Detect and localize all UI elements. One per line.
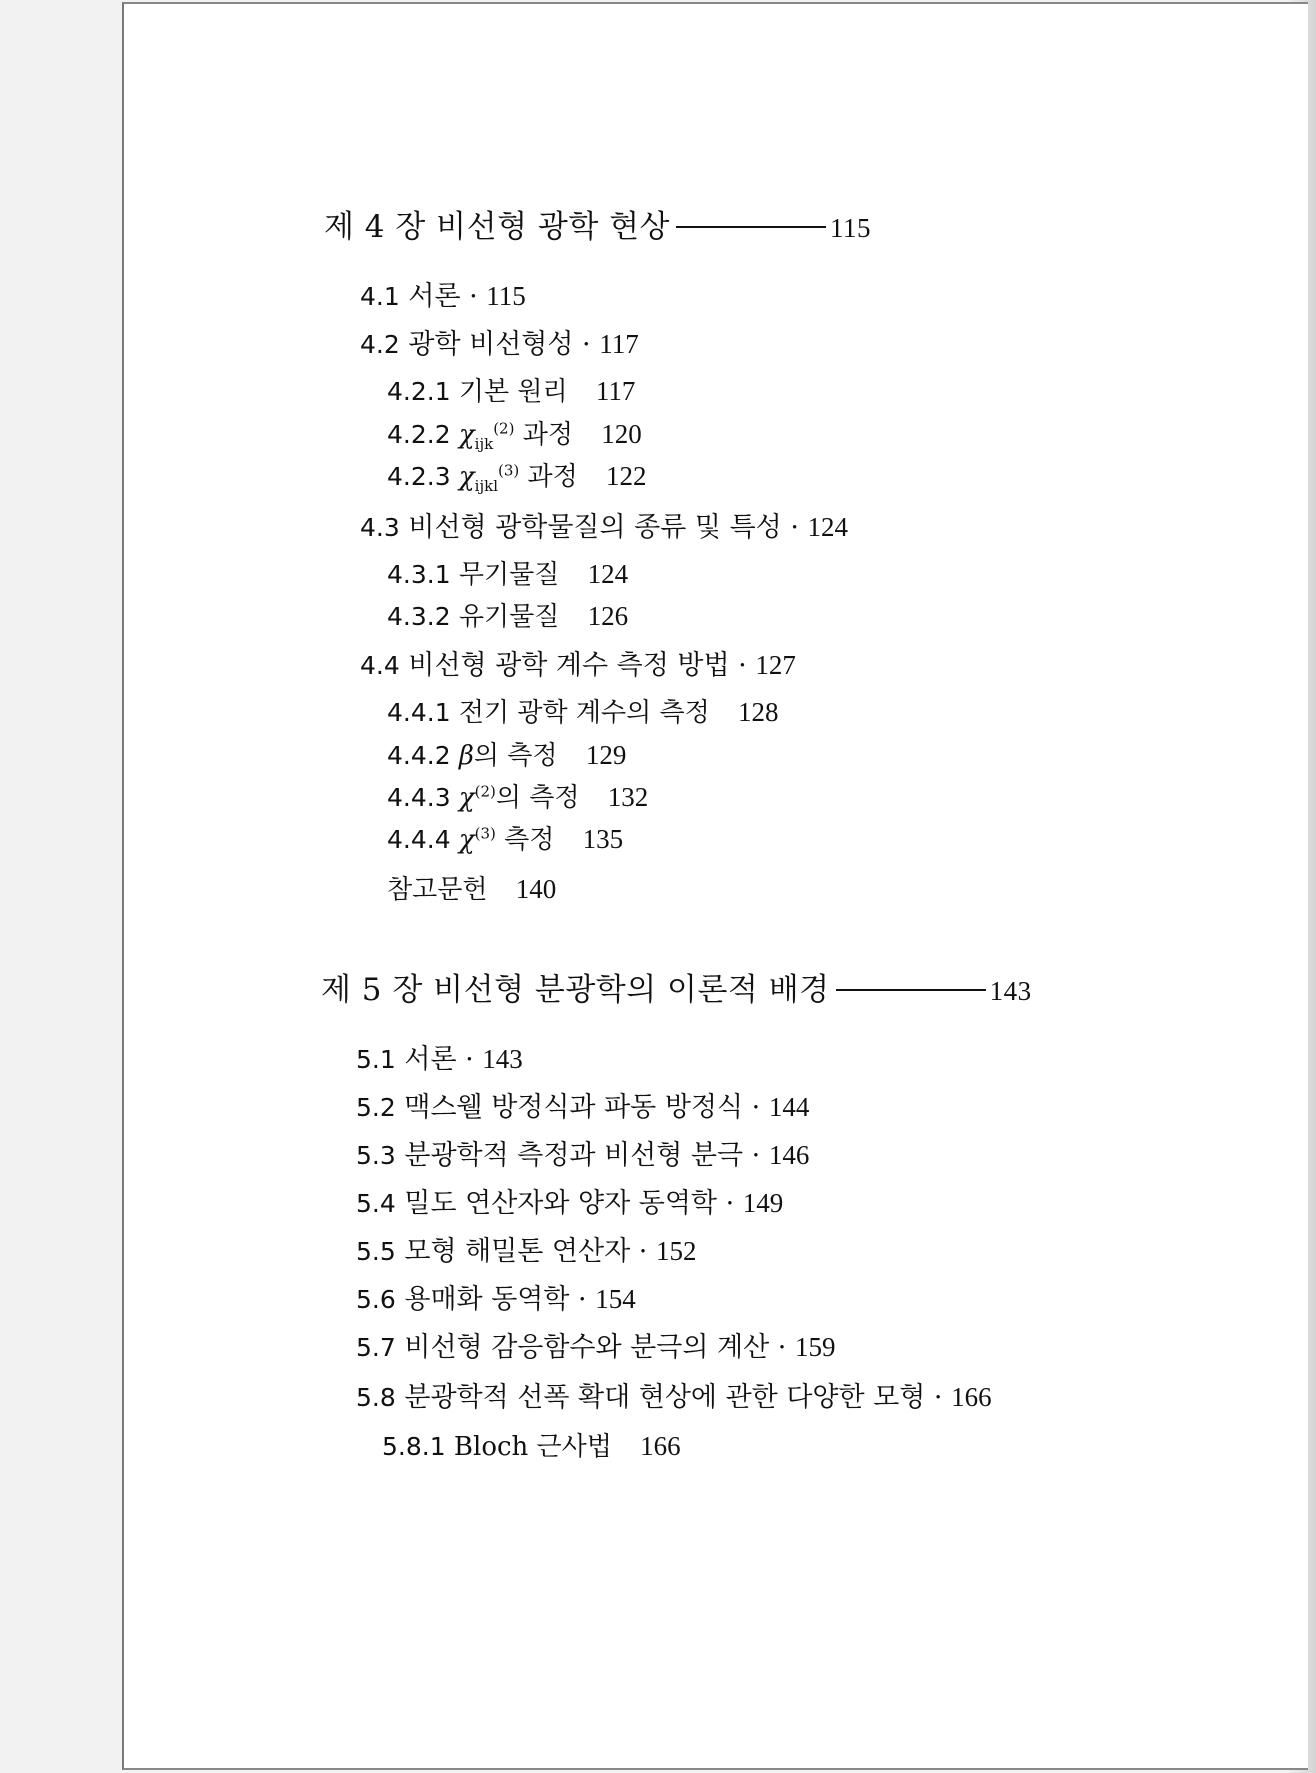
- toc-entry-4-3: [360, 514, 848, 541]
- section-page: 149: [742, 1188, 784, 1218]
- toc-entry-5-6: [356, 1286, 636, 1313]
- chapter-4-heading: [324, 209, 872, 245]
- chapter-5-heading: [321, 972, 1032, 1008]
- toc-entry-5-8: [356, 1384, 992, 1411]
- toc-entry-4-4: [360, 652, 796, 679]
- leader-line: [836, 989, 986, 991]
- section-title: 서론 ·: [408, 281, 478, 312]
- section-number: 4.4.3: [387, 783, 451, 812]
- chapter-5-page: 143: [989, 976, 1032, 1006]
- section-title: 참고문헌: [387, 875, 488, 905]
- section-number: 4.1: [360, 282, 400, 311]
- toc-entry-4-4-1: [387, 699, 779, 726]
- section-number: 4.2.3: [387, 462, 451, 491]
- section-number: 5.7: [356, 1333, 396, 1362]
- chapter-4-title: 제 4 장 비선형 광학 현상: [324, 209, 671, 245]
- chi-subscript: ijk: [474, 435, 494, 454]
- section-page: 140: [515, 874, 557, 904]
- section-page: 154: [595, 1284, 636, 1314]
- section-title: 무기물질: [458, 560, 560, 590]
- chi-superscript: (3): [474, 824, 496, 843]
- section-title: 광학 비선형성 ·: [408, 329, 591, 360]
- section-title: 기본 원리: [458, 377, 568, 407]
- chi-symbol: χ: [458, 825, 475, 855]
- toc-entry-5-1: [356, 1046, 523, 1073]
- section-number: 5.4: [356, 1189, 396, 1218]
- toc-entry-4-1: [360, 283, 526, 310]
- section-number: 4.2.2: [387, 420, 451, 449]
- chi-symbol: χ: [458, 783, 475, 813]
- section-page: 124: [807, 512, 849, 542]
- section-number: 5.8: [356, 1383, 396, 1412]
- section-title: 과정: [522, 420, 573, 450]
- section-number: 4.4: [360, 651, 400, 680]
- toc-entry-5-7: [356, 1334, 835, 1361]
- section-page: 117: [599, 329, 639, 359]
- section-title: 의 측정: [473, 741, 558, 771]
- section-title: 유기물질: [458, 602, 560, 632]
- section-title: 분광학적 선폭 확대 현상에 관한 다양한 모형 ·: [404, 1382, 943, 1413]
- chapter-4-page: 115: [830, 213, 872, 243]
- chi-superscript: (2): [474, 782, 496, 801]
- section-page: 117: [595, 376, 636, 406]
- section-page: 152: [655, 1236, 697, 1266]
- section-title: 의 측정: [495, 783, 580, 813]
- book-page: [122, 2, 1308, 1770]
- section-page: 122: [606, 461, 647, 491]
- toc-entry-4-2-1: [387, 378, 635, 405]
- section-page: 166: [640, 1431, 681, 1461]
- section-title: 비선형 광학물질의 종류 및 특성 ·: [408, 512, 799, 543]
- toc-entry-4-2: [360, 331, 639, 358]
- toc-entry-4-2-2: [387, 421, 642, 452]
- leader-line: [676, 226, 826, 228]
- toc-entry-4-4-3: [387, 784, 648, 811]
- section-number: 4.3.1: [387, 560, 451, 589]
- section-number: 5.5: [356, 1237, 396, 1266]
- section-title: 비선형 광학 계수 측정 방법 ·: [408, 650, 747, 681]
- toc-entry-5-8-1: [382, 1433, 681, 1460]
- section-title: Bloch 근사법: [453, 1432, 612, 1462]
- chi-superscript: (2): [493, 419, 515, 438]
- section-page: 127: [755, 650, 796, 680]
- section-title: 측정: [504, 825, 555, 855]
- toc-entry-5-3: [356, 1142, 809, 1169]
- section-page: 143: [482, 1044, 523, 1074]
- section-number: 5.3: [356, 1141, 396, 1170]
- toc-entry-references: [387, 876, 556, 903]
- chi-subscript: ijkl: [474, 477, 498, 496]
- toc-entry-5-2: [356, 1094, 809, 1121]
- section-page: 146: [768, 1140, 810, 1170]
- section-page: 120: [601, 419, 642, 449]
- section-page: 124: [587, 559, 629, 589]
- section-page: 159: [794, 1332, 836, 1362]
- chapter-5-title: 제 5 장 비선형 분광학의 이론적 배경: [321, 972, 830, 1008]
- section-number: 4.4.2: [387, 741, 451, 770]
- toc-entry-4-3-1: [387, 561, 628, 588]
- section-title: 밀도 연산자와 양자 동역학 ·: [404, 1188, 735, 1219]
- section-page: 132: [607, 782, 649, 812]
- section-page: 128: [738, 697, 779, 727]
- section-number: 5.1: [356, 1045, 396, 1074]
- toc-entry-5-4: [356, 1190, 783, 1217]
- section-title: 분광학적 측정과 비선형 분극 ·: [404, 1140, 761, 1171]
- section-page: 135: [582, 824, 624, 854]
- section-number: 4.4.4: [387, 825, 451, 854]
- toc-entry-4-4-2: [387, 742, 626, 769]
- section-page: 115: [486, 281, 526, 311]
- chi-symbol: χ: [458, 420, 475, 450]
- section-number: 5.6: [356, 1285, 396, 1314]
- toc-entry-4-3-2: [387, 603, 628, 630]
- section-title: 전기 광학 계수의 측정: [458, 698, 710, 728]
- toc-entry-4-2-3: [387, 463, 647, 494]
- section-number: 4.3.2: [387, 602, 451, 631]
- section-page: 144: [768, 1092, 810, 1122]
- section-title: 맥스웰 방정식과 파동 방정식 ·: [404, 1092, 761, 1123]
- section-number: 4.2.1: [387, 377, 451, 406]
- section-page: 129: [585, 740, 627, 770]
- section-title: 용매화 동역학 ·: [404, 1284, 587, 1315]
- chi-superscript: (3): [498, 461, 520, 480]
- section-page: 166: [951, 1382, 992, 1412]
- section-number: 4.2: [360, 330, 400, 359]
- section-number: 5.8.1: [382, 1432, 446, 1461]
- beta-symbol: β: [458, 741, 474, 771]
- section-number: 4.3: [360, 513, 400, 542]
- chi-symbol: χ: [458, 462, 475, 492]
- toc-entry-5-5: [356, 1238, 696, 1265]
- section-title: 비선형 감응함수와 분극의 계산 ·: [404, 1332, 787, 1363]
- section-page: 126: [587, 601, 629, 631]
- section-number: 5.2: [356, 1093, 396, 1122]
- section-title: 서론 ·: [404, 1044, 474, 1075]
- toc-entry-4-4-4: [387, 826, 623, 853]
- section-title: 모형 해밀톤 연산자 ·: [404, 1236, 648, 1267]
- section-number: 4.4.1: [387, 698, 451, 727]
- section-title: 과정: [527, 462, 578, 492]
